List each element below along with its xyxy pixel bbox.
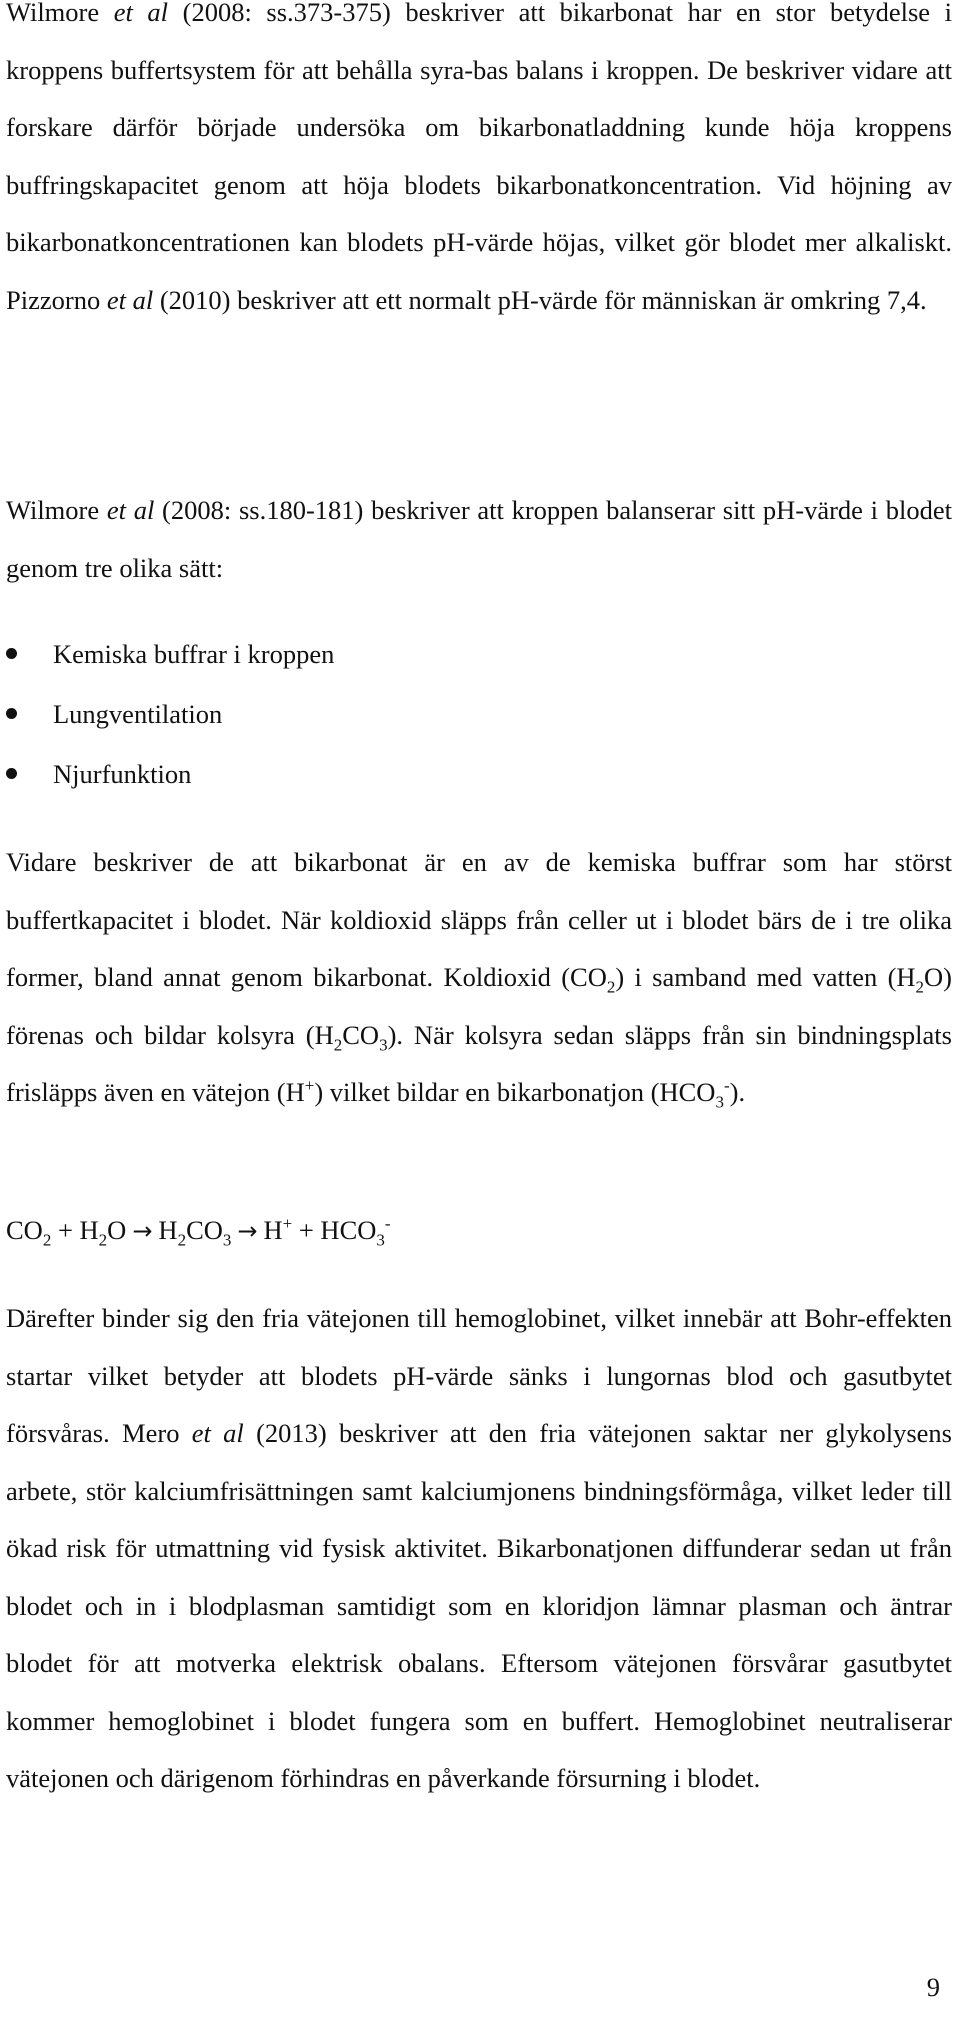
list-item	[6, 684, 952, 744]
text-run: (2008: ss.373-375) beskriver att bikarbonat har en stor betydelse i kroppens buffertsystem för att behålla syra-bas balans i kroppen. De beskriver vidare att forskare därför började undersöka om bikarbonatladdning kunde höja kroppens buffringskapacitet genom att höja blodets bikarbonatkoncentration. Vid höjning av bikarbonatkoncentrationen kan blodets pH-värde höjas, vilket gör blodet mer alkaliskt. Pizzorno	[6, 0, 952, 315]
subscript: 2	[177, 1230, 187, 1250]
italic-citation: et al	[113, 0, 169, 27]
list-item-label: Njurfunktion	[53, 759, 192, 789]
subscript: 2	[42, 1230, 52, 1250]
superscript: +	[304, 1076, 315, 1096]
text-run: (2013) beskriver att den fria vätejonen saktar ner glykolysens arbete, stör kalciumfrisättningen samt kalciumjonens bindningsförmåga, vilket leder till ökad risk för utmattning vid fysisk aktivitet. Bikarbonatjonen diffunderar sedan ut från blodet och in i blodplasman samtidigt som en kloridjon lämnar plasman och äntrar blodet för att motverka elektrisk obalans. Eftersom vätejonen försvårar gasutbytet kommer hemoglobinet i blodet fungera som en buffert. Hemoglobinet neutraliserar vätejonen och därigenom förhindras en påverkande försurning i blodet.	[6, 1418, 952, 1793]
paragraph-ph-balance-intro	[6, 482, 952, 597]
list-item	[6, 624, 952, 684]
text-run: Wilmore	[6, 0, 114, 27]
subscript: 2	[915, 977, 925, 997]
paragraph-hemoglobin-bohr	[6, 1290, 952, 1808]
text-run: ).	[729, 1077, 746, 1107]
eq-term: H	[263, 1215, 283, 1245]
paragraph-co2-transport	[6, 834, 952, 1122]
paragraph-bicarbonate-buffer	[6, 0, 952, 329]
eq-term: CO	[186, 1215, 223, 1245]
superscript: -	[384, 1214, 391, 1234]
subscript: 2	[606, 977, 616, 997]
bullet-list	[6, 624, 952, 804]
text-run: O) förenas och bildar kolsyra (H	[6, 962, 952, 1050]
subscript: 3	[715, 1092, 724, 1112]
text-run: ) vilket bildar en bikarbonatjon (HCO	[314, 1077, 716, 1107]
text-run: Vidare beskriver de att bikarbonat är en av de kemiska buffrar som har störst buffertkapacitet i blodet. När koldioxid släpps från celler ut i blodet bärs de i tre olika former, bland annat genom bikarbonat. Koldioxid (CO	[6, 847, 952, 992]
subscript: 3	[379, 1034, 388, 1054]
bullet-icon	[6, 648, 17, 659]
bullet-icon	[6, 708, 17, 719]
page-number: 9	[926, 1972, 940, 2002]
eq-term: CO	[6, 1215, 43, 1245]
italic-citation: et al	[106, 284, 154, 315]
eq-term: + H	[51, 1215, 99, 1245]
italic-citation: et al	[191, 1418, 244, 1448]
list-item	[6, 744, 952, 804]
superscript: +	[282, 1214, 293, 1234]
text-run: ) i samband med vatten (H	[615, 962, 916, 992]
chemical-equation	[6, 1210, 391, 1251]
text-run: ). När kolsyra sedan släpps från sin bindningsplats frisläpps även en vätejon (H	[6, 1019, 952, 1107]
subscript: 2	[333, 1034, 343, 1054]
italic-citation: et al	[106, 495, 155, 525]
list-item-label: Kemiska buffrar i kroppen	[53, 639, 335, 669]
bullet-icon	[6, 768, 17, 779]
eq-term: H	[158, 1215, 178, 1245]
text-run: (2010) beskriver att ett normalt pH-värde för människan är omkring 7,4.	[153, 284, 927, 315]
subscript: 3	[376, 1230, 385, 1250]
text-run: CO	[342, 1019, 380, 1050]
eq-term: + HCO	[292, 1215, 377, 1245]
subscript: 3	[222, 1230, 232, 1250]
list-item-label: Lungventilation	[53, 699, 223, 729]
text-run: (2008: ss.180-181) beskriver att kroppen balanserar sitt pH-värde i blodet genom tre olika sätt:	[6, 495, 952, 583]
superscript: -	[723, 1076, 730, 1096]
text-run: Därefter binder sig den fria vätejonen till hemoglobinet, vilket innebär att Bohr-effekten startar vilket betyder att blodets pH-värde sänks i lungornas blod och gasutbytet försvåras. Mero	[6, 1303, 952, 1448]
eq-term: O	[107, 1215, 127, 1245]
text-run: Wilmore	[6, 495, 107, 525]
subscript: 2	[98, 1230, 108, 1250]
arrow-right-icon: →	[132, 1217, 153, 1245]
arrow-right-icon: →	[237, 1217, 258, 1245]
